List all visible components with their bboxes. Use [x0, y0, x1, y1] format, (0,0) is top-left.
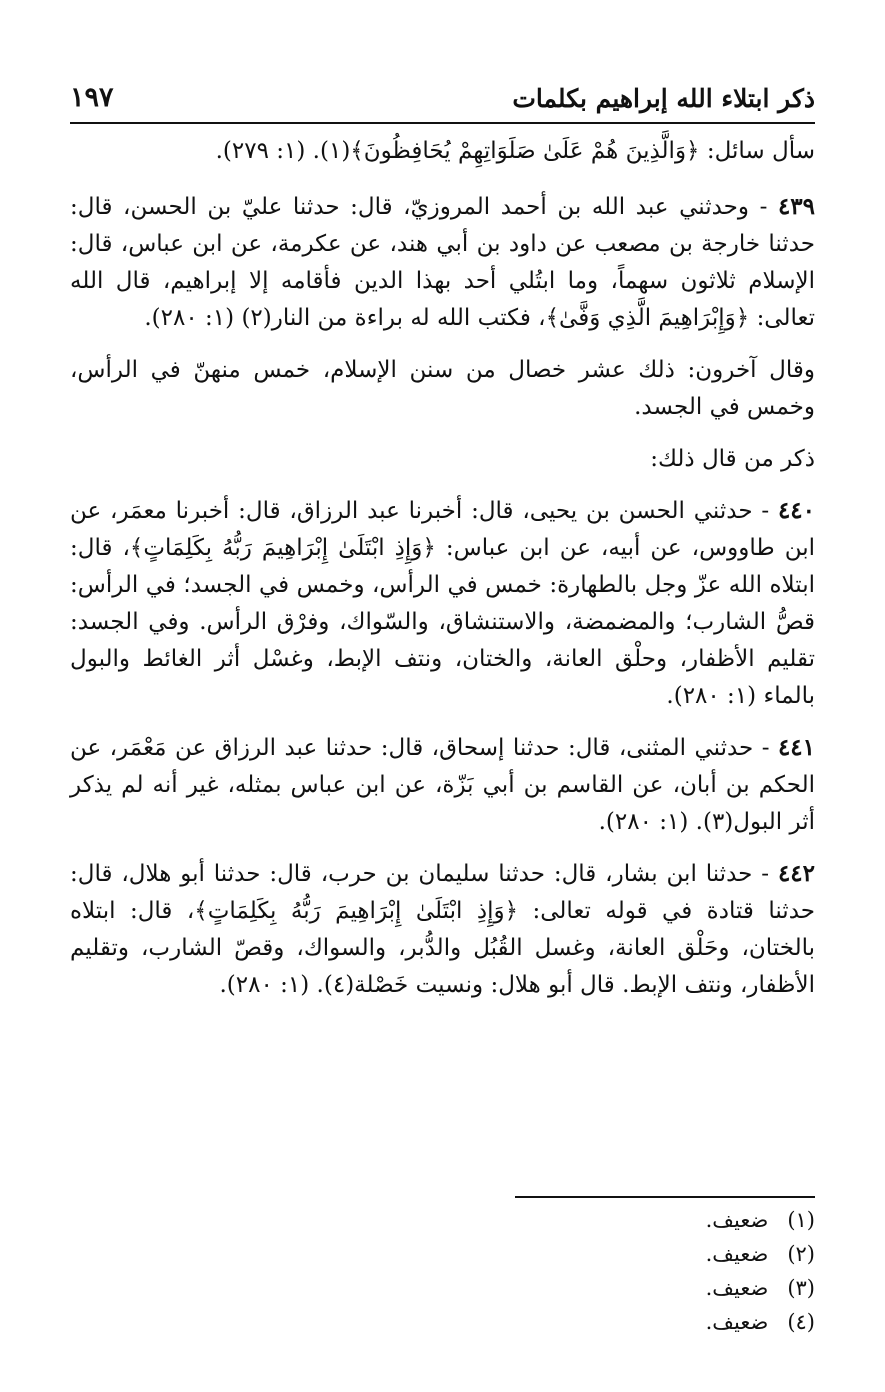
paragraph	[70, 132, 815, 170]
page-number: ١٩٧	[70, 82, 114, 113]
running-title: ذكر ابتلاء الله إبراهيم بكلمات	[512, 84, 815, 113]
paragraph	[70, 729, 815, 841]
section-heading: ذكر من قال ذلك:	[650, 446, 815, 472]
paragraph-text: - حدثنا ابن بشار، قال: حدثنا سليمان بن حرب، قال: حدثنا أبو هلال، قال: حدثنا قتادة في قوله تعالى: ﴿وَإِذِ ابْتَلَىٰ إِبْرَاهِيمَ رَبُّهُ بِكَلِمَاتٍ﴾، قال: ابتلاه بالختان، وحَلْق العانة، وغسل القُبُل والدُّبر، والسواك، وقصّ الشارب، وتقليم الأظفار، ونتف الإبط. قال أبو هلال: ونسيت خَصْلة(٤). (١: ٢٨٠).	[70, 861, 815, 998]
footnote-text: ضعيف.	[705, 1208, 769, 1232]
footnote-text: ضعيف.	[705, 1276, 769, 1300]
paragraph	[70, 440, 815, 478]
footnote	[495, 1305, 815, 1339]
paragraph	[70, 188, 815, 337]
footnotes	[495, 1203, 815, 1339]
footnote-number: (١)	[787, 1208, 815, 1232]
footnote-text: ضعيف.	[705, 1242, 769, 1266]
paragraph-text: وقال آخرون: ذلك عشر خصال من سنن الإسلام، خمس منهنّ في الرأس، وخمس في الجسد.	[70, 357, 815, 420]
footnote-divider	[515, 1196, 815, 1198]
narration-number: ٤٤٠	[777, 497, 815, 524]
paragraph-text: سأل سائل: ﴿وَالَّذِينَ هُمْ عَلَىٰ صَلَوَاتِهِمْ يُحَافِظُونَ﴾(١). (١: ٢٧٩).	[215, 138, 815, 164]
narration-number: ٤٤١	[777, 734, 815, 761]
paragraph	[70, 351, 815, 426]
paragraph-text: - وحدثني عبد الله بن أحمد المروزيّ، قال: حدثنا عليّ بن الحسن، قال: حدثنا خارجة بن مصعب عن داود بن أبي هند، عن عكرمة، عن ابن عباس، قال: الإسلام ثلاثون سهماً، وما ابتُلي أحد بهذا الدين فأقامه إلا إبراهيم، قال الله تعالى: ﴿وَإِبْرَاهِيمَ الَّذِي وَفَّىٰ﴾، فكتب الله له براءة من النار(٢) (١: ٢٨٠).	[70, 194, 815, 331]
footnote	[495, 1237, 815, 1271]
narration-number: ٤٤٢	[777, 860, 815, 887]
narration-number: ٤٣٩	[777, 193, 815, 220]
paragraph	[70, 492, 815, 715]
paragraph-text: - حدثني الحسن بن يحيى، قال: أخبرنا عبد الرزاق، قال: أخبرنا معمَر، عن ابن طاووس، عن أبيه، عن ابن عباس: ﴿وَإِذِ ابْتَلَىٰ إِبْرَاهِيمَ رَبُّهُ بِكَلِمَاتٍ﴾، قال: ابتلاه الله عزّ وجل بالطهارة: خمس في الرأس، وخمس في الجسد؛ في الرأس: قصُّ الشارب؛ والمضمضة، والاستنشاق، والسّواك، وفرْق الرأس. وفي الجسد: تقليم الأظفار، وحلْق العانة، والختان، ونتف الإبط، وغسْل أثر الغائط والبول بالماء (١: ٢٨٠).	[70, 498, 815, 709]
footnote-number: (٣)	[787, 1276, 815, 1300]
footnote	[495, 1271, 815, 1305]
footnote-text: ضعيف.	[705, 1310, 769, 1334]
page-header	[70, 82, 815, 124]
paragraph	[70, 855, 815, 1004]
paragraph-text: - حدثني المثنى، قال: حدثنا إسحاق، قال: حدثنا عبد الرزاق عن مَعْمَر، عن الحكم بن أبان، عن القاسم بن أبي بَزّة، عن ابن عباس بمثله، غير أنه لم يذكر أثر البول(٣). (١: ٢٨٠).	[70, 735, 815, 835]
footnote	[495, 1203, 815, 1237]
footnote-number: (٤)	[787, 1310, 815, 1334]
footnote-number: (٢)	[787, 1242, 815, 1266]
page-body	[70, 132, 815, 1018]
